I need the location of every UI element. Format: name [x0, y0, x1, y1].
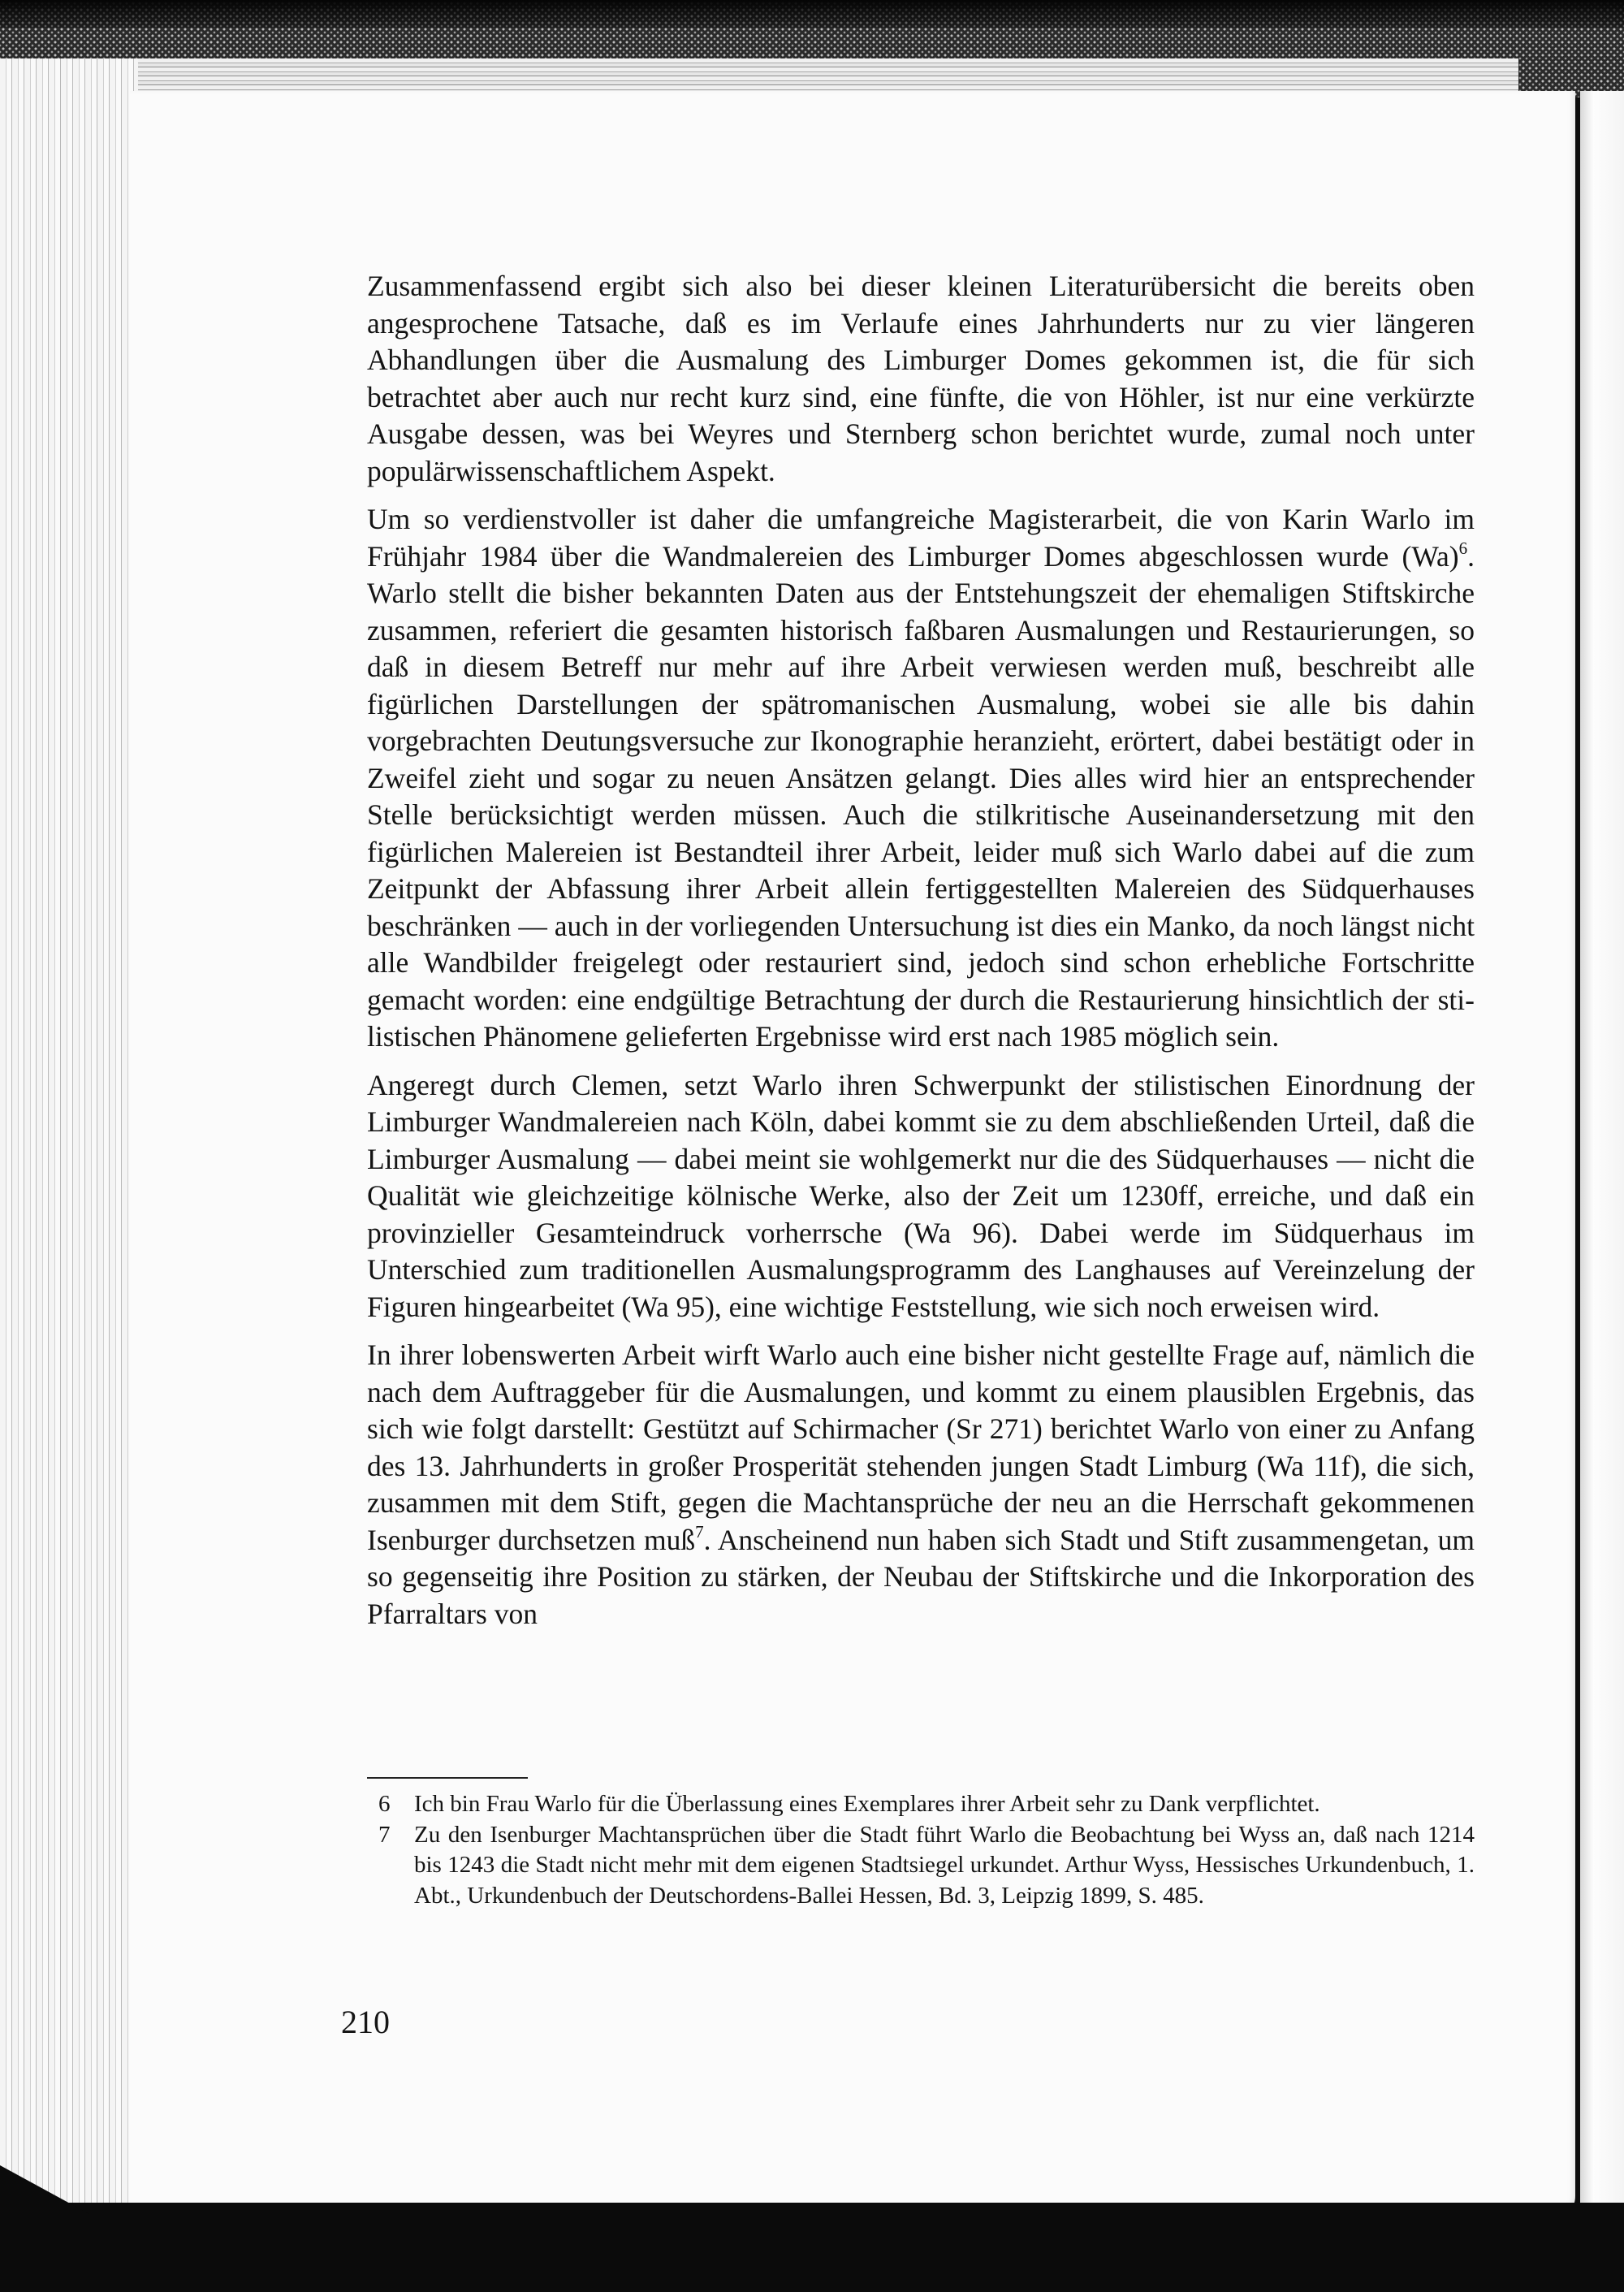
footnote-text: Ich bin Frau Warlo für die Überlassung eines Exemplares ihrer Arbeit sehr zu Dank verpflichtet.	[414, 1791, 1320, 1817]
paragraph-text: Angeregt durch Clemen, setzt Warlo ihren Schwerpunkt der stilistischen Einordnung der Limburger Wandmalereien nach Köln, dabei kommt sie zu dem abschließenden Urteil, daß die Limburger Ausmalung — dabei meint sie wohlgemerkt nur die des Südquerhauses — nicht die Qualität wie gleichzeitige kölnische Werke, also der Zeit um 1230ff, erreiche, und daß ein provinzieller Gesamteindruck vorherrsche (Wa 96). Dabei werde im Südquerhaus im Unterschied zum traditionellen Ausmalungsprogramm des Langhauses auf Vereinzelung der Figuren hingearbeitet (Wa 95), eine wichtige Feststellung, wie sich noch erweisen wird.	[367, 1068, 1475, 1323]
facing-page-edge	[1580, 91, 1624, 2235]
paragraph	[367, 1067, 1475, 1326]
paragraph	[367, 501, 1475, 1056]
footnote	[367, 1789, 1475, 1820]
paragraph	[367, 268, 1475, 490]
footnote-separator	[367, 1777, 528, 1779]
background-shadow	[0, 0, 1624, 28]
footnote-text: Zu den Isenburger Machtansprüchen über die Stadt führt Warlo die Beobachtung bei Wyss an, daß nach 1214 bis 1243 die Stadt nicht mehr mit dem eigenen Stadtsiegel urkundet. Arthur Wyss, Hessisches Urkundenbuch, 1. Abt., Urkundenbuch der Deutschordens-Ballei Hessen, Bd. 3, Leipzig 1899, S. 485.	[414, 1821, 1475, 1909]
paragraph	[367, 1337, 1475, 1633]
footnote-reference[interactable]: 7	[695, 1521, 704, 1542]
footnote-number: 7	[378, 1821, 391, 1848]
paragraph-text: Um so verdienstvoller ist daher die umfangreiche Magisterarbeit, die von Karin Warlo im Frühjahr 1984 über die Wandmalereien des Limburger Domes abgeschlossen wurde (Wa)	[367, 503, 1475, 573]
paragraph-text: In ihrer lobenswerten Arbeit wirft Warlo auch eine bisher nicht gestellte Frage auf, nämlich die nach dem Auftraggeber für die Ausmalungen, und kommt zu einem plausiblen Ergebnis, das sich wie folgt darstellt: Gestützt auf Schirmacher (Sr 271) berichtet Warlo von einer zu Anfang des 13. Jahrhunderts in großer Prosperität stehenden jungen Stadt Limburg (Wa 11f), die sich, zusammen mit dem Stift, gegen die Machtansprüche der neu an die Herrschaft gekommenen Isenburger durchsetzen muß	[367, 1338, 1475, 1556]
paragraph-text: . Anscheinend nun haben sich Stadt und Stift zusammengetan, um so gegenseitig ihre Position zu stärken, der Neubau der Stiftskirche und die Inkorporation des Pfarraltars von	[367, 1523, 1475, 1630]
page-stack-left-edge	[0, 58, 138, 2225]
footnotes	[367, 1789, 1475, 1911]
table-surface	[0, 2203, 1624, 2292]
paragraph-text: . Warlo stellt die bisher bekannten Daten aus der Entstehungszeit der ehemaligen Stiftskirche zusammen, referiert die gesamten historisch faßbaren Ausmalungen und Restaurierungen, so daß in diesem Betreff nur mehr auf ihre Arbeit verwiesen werden muß, beschreibt alle figürlichen Darstellungen der spätromanischen Ausmalung, wobei sie alle bis dahin vorgebrachten Deutungsversuche zur Ikonographie heranzieht, erörtert, dabei bestätigt oder in Zweifel zieht und sogar zu neuen Ansätzen gelangt. Dies alles wird hier an entsprechender Stelle berücksichtigt werden müssen. Auch die stilkritische Auseinandersetzung mit den figürlichen Malereien ist Bestandteil ihrer Arbeit, leider muß sich Warlo dabei auf die zum Zeitpunkt der Abfassung ihrer Arbeit allein fertiggestellten Malereien des Südquerhauses beschränken — auch in der vorliegenden Untersuchung ist dies ein Manko, da noch längst nicht alle Wandbilder freigelegt oder restauriert sind, jedoch sind schon erhebliche Fortschritte gemacht worden: eine endgültige Betrachtung der durch die Restaurierung hinsichtlich der stilistischen Phänomene gelieferten Ergebnisse wird erst nach 1985 möglich sein.	[367, 539, 1475, 1053]
footnote-number: 6	[378, 1791, 391, 1817]
footnote	[367, 1820, 1475, 1912]
page-stack-top-edge	[0, 58, 1518, 94]
paragraph-text: Zusammenfassend ergibt sich also bei dieser kleinen Literaturübersicht die bereits oben angesprochene Tatsache, daß es im Verlaufe eines Jahrhunderts nur zu vier längeren Abhandlungen über die Ausmalung des Limburger Domes gekommen ist, die für sich betrachtet aber auch nur recht kurz sind, eine fünfte, die von Höhler, ist nur eine verkürzte Ausgabe dessen, was bei Weyres und Sternberg schon berichtet wurde, zumal noch unter populärwissenschaftlichem Aspekt.	[367, 270, 1475, 487]
footnote-reference[interactable]: 6	[1458, 538, 1468, 558]
body-text	[367, 268, 1475, 1644]
page-number: 210	[341, 2004, 390, 2040]
